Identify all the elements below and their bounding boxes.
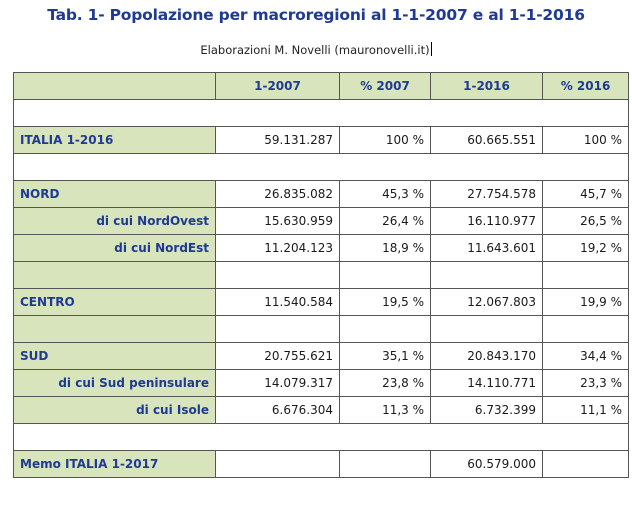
cell-nordovest-2007: 15.630.959: [216, 208, 340, 235]
text-cursor: [431, 42, 432, 56]
cell-nord-2007: 26.835.082: [216, 181, 340, 208]
table-row: [14, 181, 629, 208]
empty-cell: [543, 316, 629, 343]
cell-sud-pct2016: 34,4 %: [543, 343, 629, 370]
cell-nordovest-pct2016: 26,5 %: [543, 208, 629, 235]
cell-centro-2007: 11.540.584: [216, 289, 340, 316]
header-row: [14, 73, 629, 100]
table-row: [14, 370, 629, 397]
cell-nordovest-2016: 16.110.977: [431, 208, 543, 235]
spacer-row: [14, 424, 629, 451]
header-pct-2016: % 2016: [543, 73, 629, 100]
cell-nordovest-pct2007: 26,4 %: [340, 208, 431, 235]
cell-italia-2016: 60.665.551: [431, 127, 543, 154]
cell-isole-pct2016: 11,1 %: [543, 397, 629, 424]
cell-isole-2007: 6.676.304: [216, 397, 340, 424]
row-label-empty: [14, 262, 216, 289]
table-row: [14, 289, 629, 316]
empty-cell: [543, 262, 629, 289]
cell-nord-pct2016: 45,7 %: [543, 181, 629, 208]
cell-nord-pct2007: 45,3 %: [340, 181, 431, 208]
cell-nordest-2007: 11.204.123: [216, 235, 340, 262]
spacer-cell: [14, 424, 629, 451]
cell-memo-2016: 60.579.000: [431, 451, 543, 478]
cell-centro-2016: 12.067.803: [431, 289, 543, 316]
cell-isole-pct2007: 11,3 %: [340, 397, 431, 424]
header-1-2007: 1-2007: [216, 73, 340, 100]
cell-sudpen-2007: 14.079.317: [216, 370, 340, 397]
subtitle-text: Elaborazioni M. Novelli (mauronovelli.it): [200, 43, 430, 57]
row-label-sud: SUD: [14, 343, 216, 370]
cell-sudpen-pct2016: 23,3 %: [543, 370, 629, 397]
cell-sud-2016: 20.843.170: [431, 343, 543, 370]
row-label-memo: Memo ITALIA 1-2017: [14, 451, 216, 478]
header-empty-cell: [14, 73, 216, 100]
table-row: [14, 343, 629, 370]
header-1-2016: 1-2016: [431, 73, 543, 100]
cell-sud-2007: 20.755.621: [216, 343, 340, 370]
table-row: [14, 208, 629, 235]
row-label-italia: ITALIA 1-2016: [14, 127, 216, 154]
cell-nordest-pct2016: 19,2 %: [543, 235, 629, 262]
table-row: [14, 235, 629, 262]
table-row: [14, 316, 629, 343]
spacer-row: [14, 100, 629, 127]
row-label-nord: NORD: [14, 181, 216, 208]
row-label-nordest: di cui NordEst: [14, 235, 216, 262]
cell-italia-2007: 59.131.287: [216, 127, 340, 154]
empty-cell: [431, 262, 543, 289]
empty-cell: [340, 451, 431, 478]
cell-nordest-2016: 11.643.601: [431, 235, 543, 262]
cell-isole-2016: 6.732.399: [431, 397, 543, 424]
empty-cell: [340, 262, 431, 289]
header-pct-2007: % 2007: [340, 73, 431, 100]
cell-sud-pct2007: 35,1 %: [340, 343, 431, 370]
empty-cell: [216, 316, 340, 343]
empty-cell: [340, 316, 431, 343]
cell-centro-pct2007: 19,5 %: [340, 289, 431, 316]
empty-cell: [543, 451, 629, 478]
table-row: [14, 397, 629, 424]
empty-cell: [431, 316, 543, 343]
cell-sudpen-2016: 14.110.771: [431, 370, 543, 397]
empty-cell: [216, 451, 340, 478]
spacer-cell: [14, 154, 629, 181]
row-label-empty: [14, 316, 216, 343]
empty-cell: [216, 262, 340, 289]
row-label-nordovest: di cui NordOvest: [14, 208, 216, 235]
cell-italia-pct2007: 100 %: [340, 127, 431, 154]
row-label-isole: di cui Isole: [14, 397, 216, 424]
row-label-sud-peninsulare: di cui Sud peninsulare: [14, 370, 216, 397]
cell-centro-pct2016: 19,9 %: [543, 289, 629, 316]
cell-italia-pct2016: 100 %: [543, 127, 629, 154]
cell-sudpen-pct2007: 23,8 %: [340, 370, 431, 397]
table-subtitle: [0, 42, 632, 57]
table-row: [14, 262, 629, 289]
table-title: Tab. 1- Popolazione per macroregioni al 1-1-2007 e al 1-1-2016: [47, 6, 585, 24]
table-row: [14, 127, 629, 154]
row-label-centro: CENTRO: [14, 289, 216, 316]
table-row: [14, 451, 629, 478]
cell-nord-2016: 27.754.578: [431, 181, 543, 208]
population-table: [13, 72, 629, 478]
cell-nordest-pct2007: 18,9 %: [340, 235, 431, 262]
spacer-cell: [14, 100, 629, 127]
spacer-row: [14, 154, 629, 181]
